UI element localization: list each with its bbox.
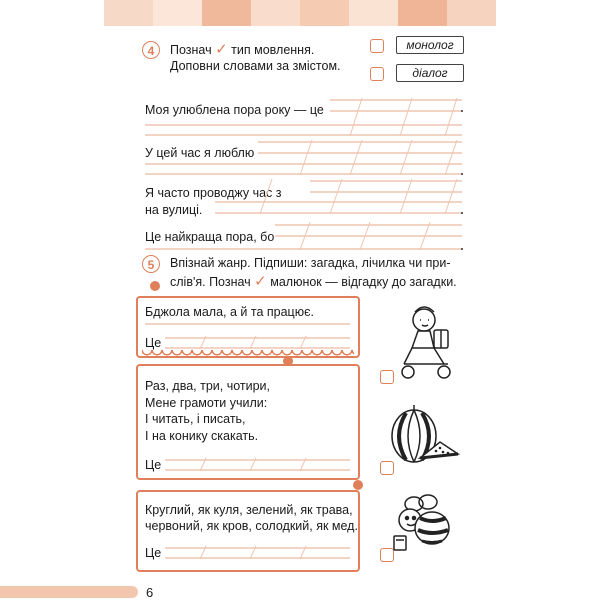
footer-bar: [0, 586, 138, 598]
task5-instruction-1: Впізнай жанр. Підпиши: загадка, лічилка чи при-: [170, 256, 451, 270]
task4-instruction-2: Доповни словами за змістом.: [170, 59, 341, 73]
sentence-3: Я часто проводжу час з: [145, 186, 282, 200]
sentence-2: У цей час я люблю: [145, 146, 255, 160]
task-number-5: 5: [142, 255, 160, 273]
sentence-4: на вулиці.: [145, 203, 203, 217]
tag-dialog: діалог: [396, 64, 464, 82]
card3-line-2: червоний, як кров, солодкий, як мед.: [145, 519, 358, 533]
tag-monolog: монолог: [396, 36, 464, 54]
card2-line-3: І читать, і писать,: [145, 412, 246, 426]
card1-answer-label: Це: [145, 336, 162, 350]
card2-answer-label: Це: [145, 458, 162, 472]
card2-line-2: Мене грамоти учили:: [145, 396, 268, 410]
card2-line-1: Раз, два, три, чотири,: [145, 379, 271, 393]
child-on-scooter-icon: [398, 300, 460, 382]
card3-answer-label: Це: [145, 546, 162, 560]
task5-instruction-2: слів'я. Познач ✓ малюнок — відгадку до загадки.: [170, 273, 457, 290]
page-number: 6: [146, 585, 154, 600]
card3-line-1: Круглий, як куля, зелений, як трава,: [145, 503, 353, 517]
bee-icon: [392, 490, 462, 556]
check-mark-icon: ✓: [215, 41, 228, 58]
task4-instruction-1: Познач ✓ тип мовлення.: [170, 41, 315, 58]
watermelon-icon: [384, 402, 460, 470]
task-number-4: 4: [142, 41, 160, 59]
check-mark-icon: ✓: [254, 273, 267, 290]
card1-line-1: Бджола мала, а й та працює.: [145, 305, 314, 319]
sentence-1: Моя улюблена пора року — це: [145, 103, 324, 117]
card2-line-4: І на конику скакать.: [145, 429, 259, 443]
checkbox-picture-1[interactable]: [380, 370, 394, 384]
sentence-5: Це найкраща пора, бо: [145, 230, 275, 244]
